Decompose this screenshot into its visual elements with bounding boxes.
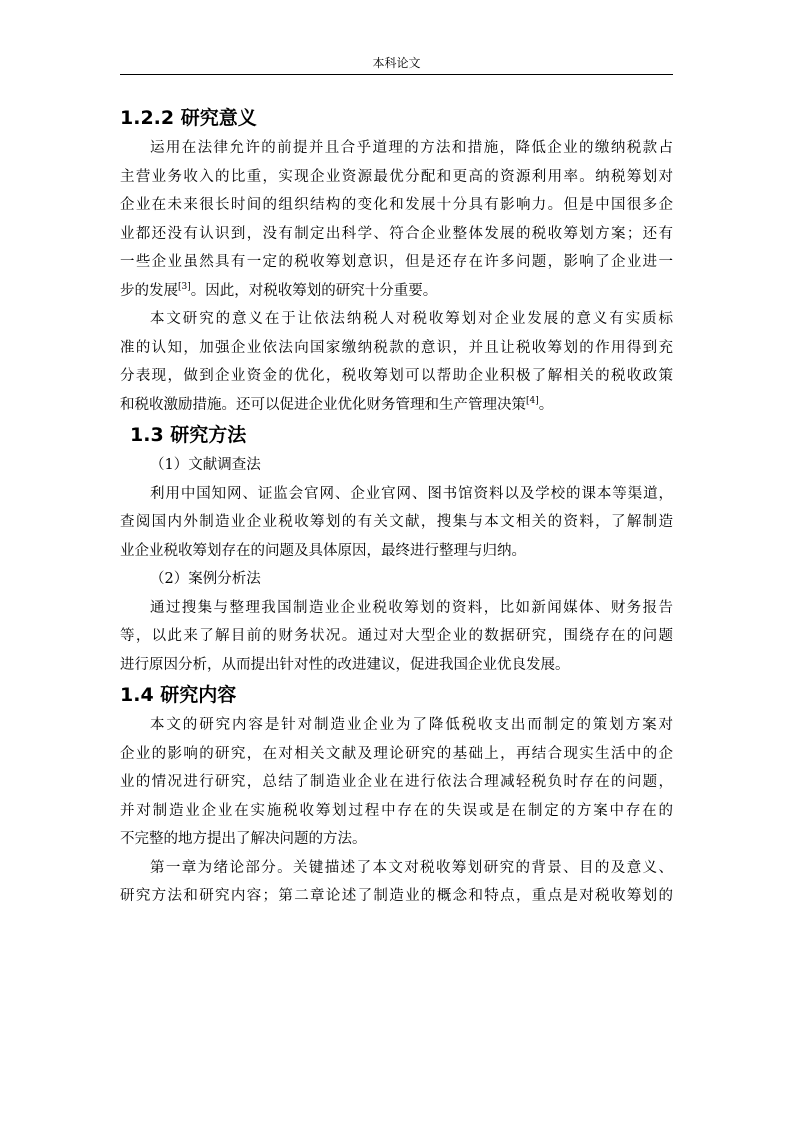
- paragraph-significance-1: [120, 134, 673, 305]
- document-body: [120, 102, 673, 911]
- paragraph-significance-2: [120, 305, 673, 419]
- text-line: 等，以此来了解目前的财务状况。通过对大型企业的数据研究，围绕存在的问题: [120, 628, 673, 644]
- text-line: 并对制造业企业在实施税收筹划过程中存在的失误或是在制定的方案中存在的: [120, 802, 673, 819]
- text-line: 准的认知，加强企业依法向国家缴纳税款的意识，并且让税收筹划的作用得到充: [120, 339, 673, 356]
- text-line: 进行原因分析，从而提出针对性的改进建议，促进我国企业优良发展。: [120, 656, 570, 673]
- text-line: 业的情况进行研究，总结了制造业企业在进行依法合理减轻税负时存在的问题，: [120, 774, 673, 790]
- text-fragment: 和税收激励措施。还可以促进企业优化财务管理和生产管理决策: [120, 396, 526, 413]
- section-heading-1-2-2: 1.2.2 研究意义: [120, 107, 257, 129]
- section-heading-1-4: 1.4 研究内容: [120, 684, 237, 706]
- text-line: 主营业务收入的比重，实现企业资源最优分配和更高的资源利用率。纳税筹划对: [120, 168, 673, 185]
- section-heading-1-3: 1.3 研究方法: [130, 424, 247, 446]
- text-line: 运用在法律允许的前提并且合乎道理的方法和措施，降低企业的缴纳税款占: [150, 140, 673, 156]
- paragraph-method-2: [120, 594, 673, 680]
- text-line: 分表现，做到企业资金的优化，税收筹划可以帮助企业积极了解相关的税收政策: [120, 368, 673, 384]
- text-fragment: 。因此，对税收筹划的研究十分重要。: [190, 282, 438, 299]
- text-line: 第一章为绪论部分。关键描述了本文对税收筹划研究的背景、目的及意义、: [150, 859, 673, 876]
- text-line: 一些企业虽然具有一定的税收筹划意识，但是还存在许多问题，影响了企业进一: [120, 254, 673, 270]
- text-line: 查阅国内外制造业企业税收筹划的有关文献，搜集与本文相关的资料，了解制造: [120, 514, 673, 530]
- text-line: 通过搜集与整理我国制造业企业税收筹划的资料，比如新闻媒体、财务报告: [150, 599, 673, 616]
- text-line: 企业的影响的研究，在对相关文献及理论研究的基础上，再结合现实生活中的企: [120, 745, 673, 762]
- paragraph-content-1: [120, 711, 673, 854]
- citation-ref: [4]: [526, 395, 539, 406]
- text-line: 业都还没有认识到，没有制定出科学、符合企业整体发展的税收筹划方案；还有: [120, 225, 673, 242]
- text-line: 研究方法和研究内容；第二章论述了制造业的概念和特点，重点是对税收筹划的: [120, 888, 673, 904]
- text-line: 不完整的地方提出了解决问题的方法。: [120, 831, 367, 847]
- page-header-title: 本科论文: [372, 56, 421, 70]
- text-line: 利用中国知网、证监会官网、企业官网、图书馆资料以及学校的课本等渠道，: [150, 485, 673, 502]
- paragraph-method-1: [120, 480, 673, 566]
- citation-ref: [3]: [178, 281, 191, 292]
- text-fragment: 。: [538, 396, 554, 413]
- header-divider: [120, 74, 673, 75]
- text-line: [120, 391, 673, 420]
- text-line: [120, 277, 673, 306]
- method-item-1: （1）文献调查法: [150, 457, 261, 473]
- text-line: 本文的研究内容是针对制造业企业为了降低税收支出而制定的策划方案对: [150, 717, 673, 733]
- text-line: 本文研究的意义在于让依法纳税人对税收筹划对企业发展的意义有实质标: [150, 311, 673, 327]
- paragraph-content-2: [120, 854, 673, 911]
- text-line: 业企业税收筹划存在的问题及具体原因，最终进行整理与归纳。: [120, 542, 526, 559]
- method-item-2: （2）案例分析法: [150, 571, 261, 587]
- text-fragment: 步的发展: [120, 282, 178, 299]
- text-line: 企业在未来很长时间的组织结构的变化和发展十分具有影响力。但是中国很多企: [120, 197, 673, 213]
